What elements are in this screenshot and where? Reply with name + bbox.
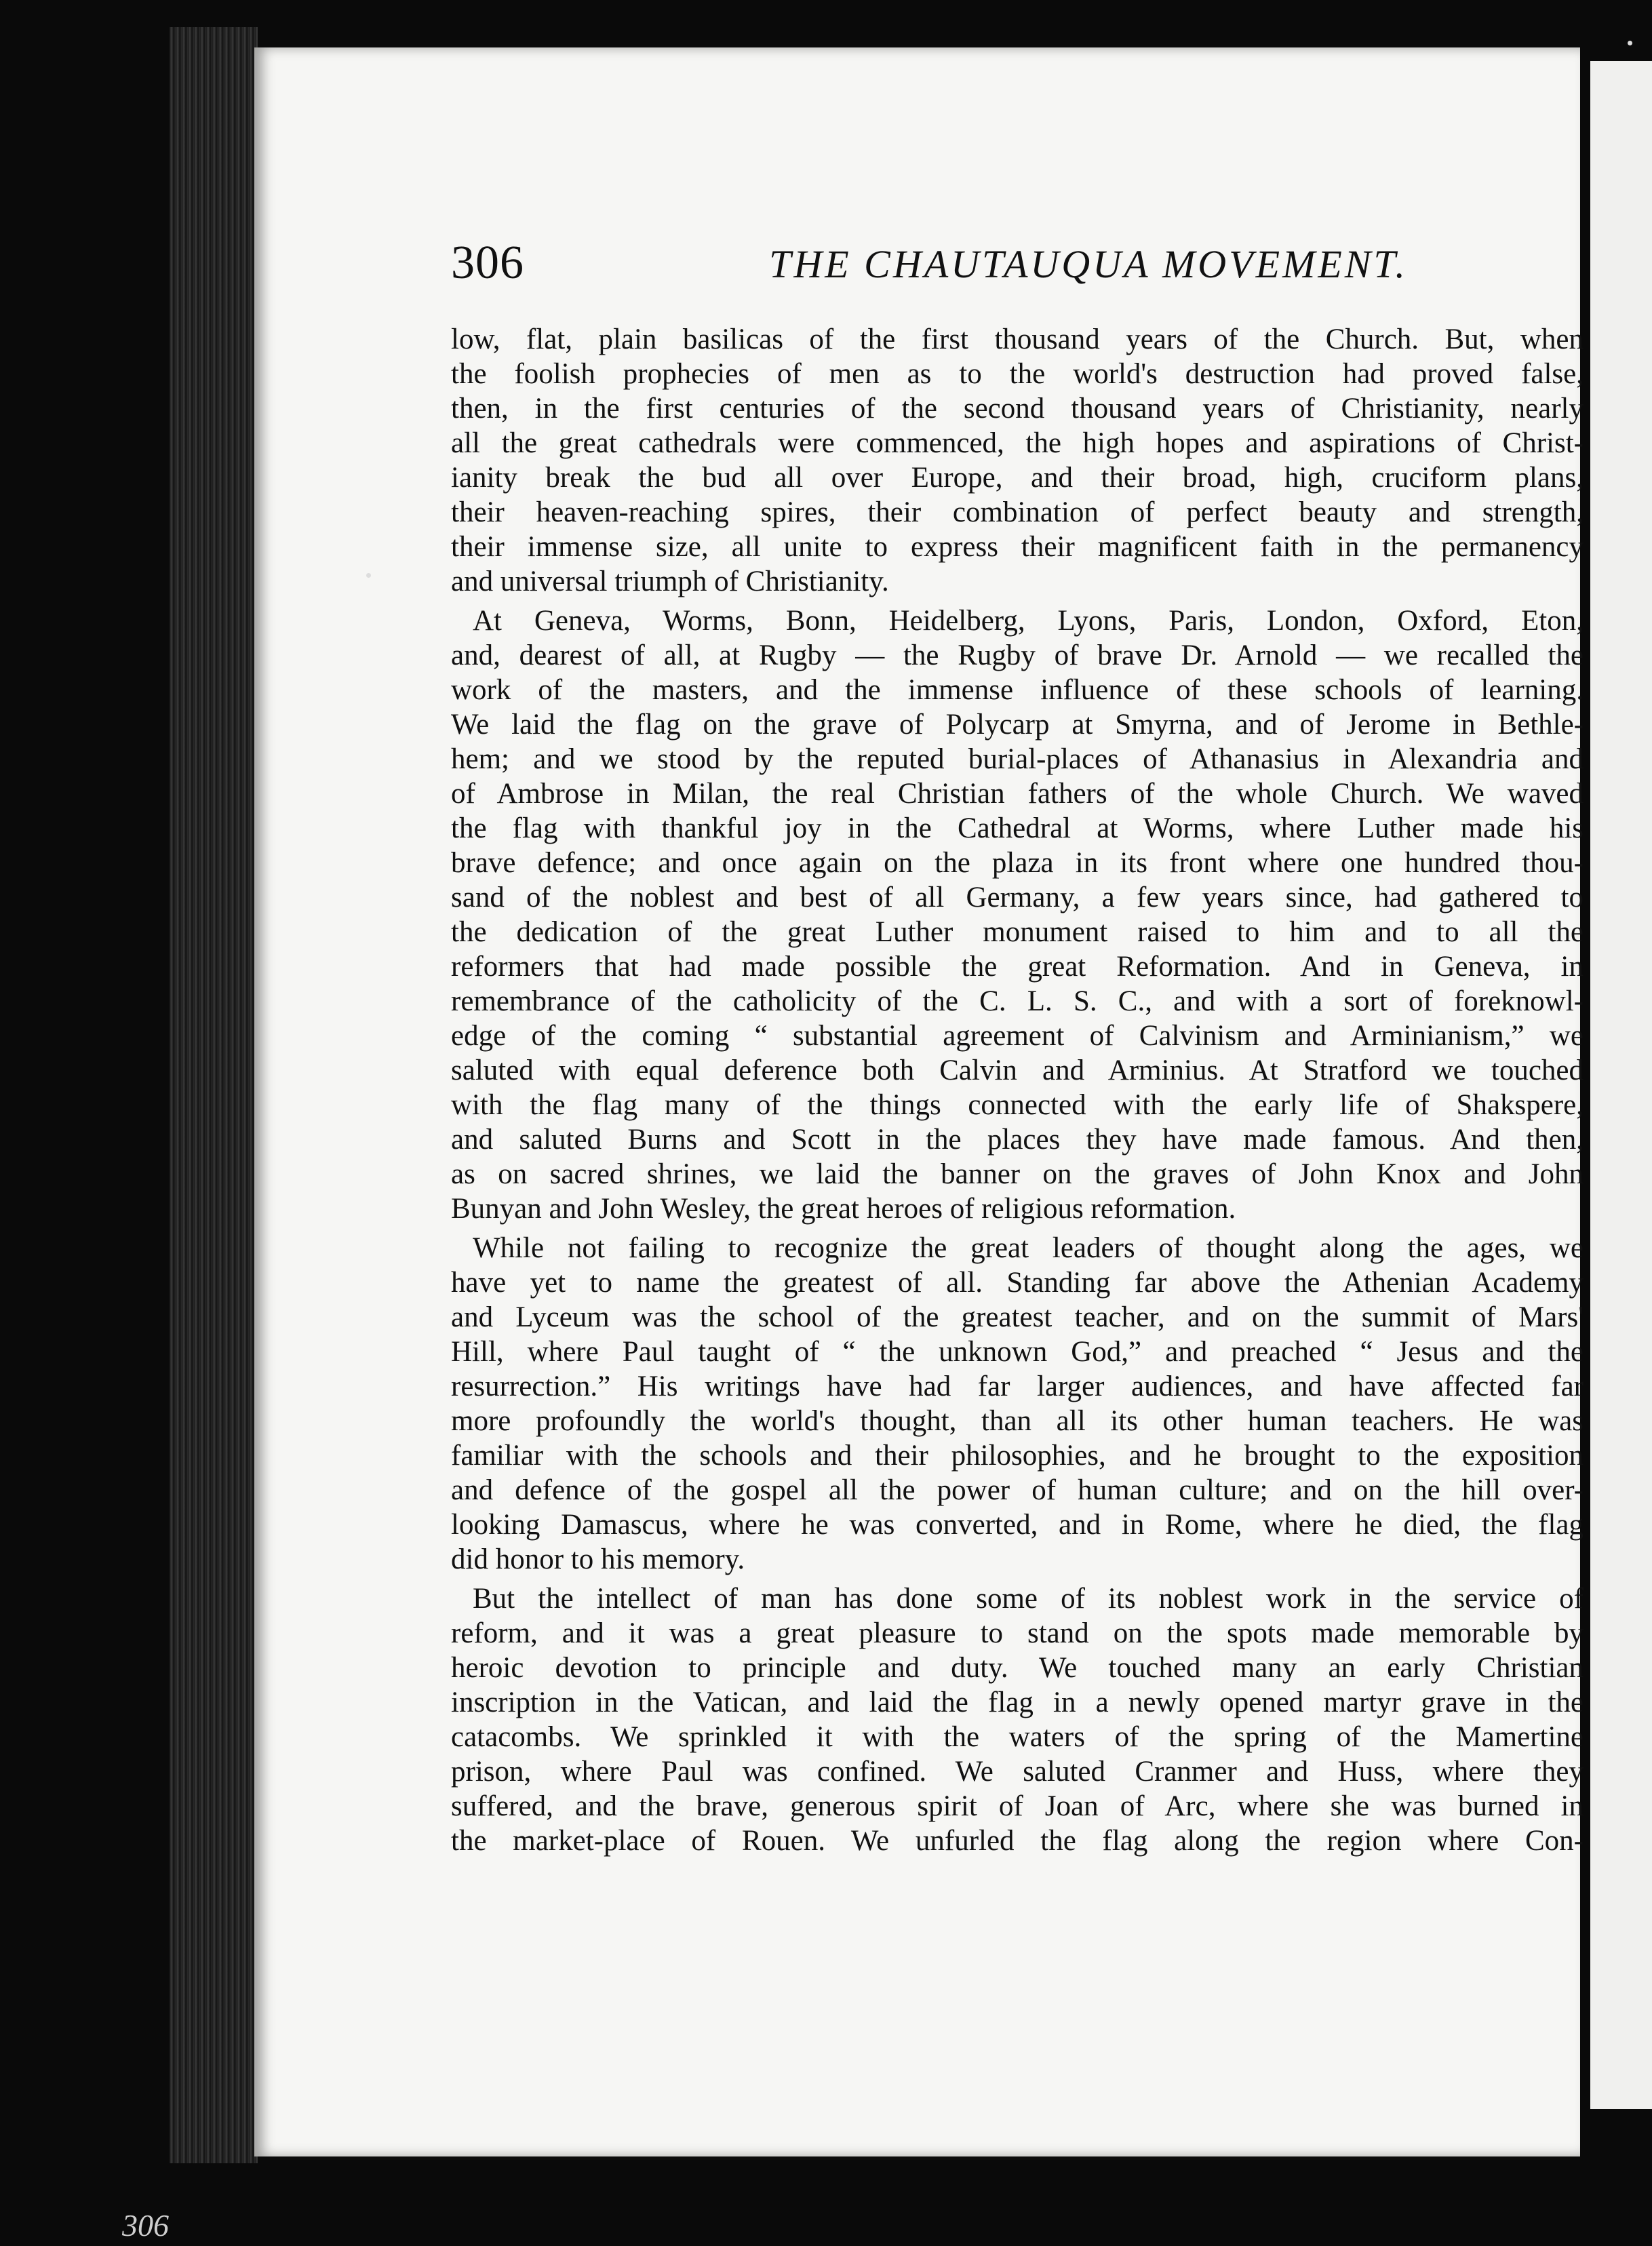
- text-line: then, in the first centuries of the second thousand years of Christianity, nearly: [451, 393, 1584, 425]
- text-line: reformers that had made possible the great Reformation. And in Geneva, in: [451, 951, 1584, 983]
- text-line: of Ambrose in Milan, the real Christian fathers of the whole Church. We waved: [451, 778, 1584, 810]
- text-line: and, dearest of all, at Rugby — the Rugby of brave Dr. Arnold — we recalled the: [451, 639, 1584, 671]
- body-text: [451, 322, 1584, 1858]
- text-line: have yet to name the greatest of all. Standing far above the Athenian Academy: [451, 1267, 1584, 1299]
- paragraph: [451, 604, 1584, 1226]
- text-line: heroic devotion to principle and duty. We touched many an early Christian: [451, 1652, 1584, 1684]
- text-line: looking Damascus, where he was converted, and in Rome, where he died, the flag: [451, 1509, 1584, 1541]
- text-line: sand of the noblest and best of all Germany, a few years since, had gathered to: [451, 882, 1584, 913]
- text-line: At Geneva, Worms, Bonn, Heidelberg, Lyons, Paris, London, Oxford, Eton,: [473, 605, 1584, 637]
- scan-speck: [1628, 41, 1632, 45]
- text-line: inscription in the Vatican, and laid the flag in a newly opened martyr grave in the: [451, 1687, 1584, 1718]
- paragraph: [451, 1581, 1584, 1858]
- text-line: their immense size, all unite to express their magnificent faith in the permanency: [451, 531, 1584, 563]
- text-line: edge of the coming “ substantial agreement of Calvinism and Arminianism,” we: [451, 1020, 1584, 1052]
- text-line: and saluted Burns and Scott in the places they have made famous. And then,: [451, 1124, 1584, 1156]
- text-line: ianity break the bud all over Europe, and their broad, high, cruciform plans,: [451, 462, 1584, 494]
- margin-mark: 306: [122, 2208, 169, 2243]
- text-line: work of the masters, and the immense influence of these schools of learning.: [451, 674, 1584, 706]
- text-line: Bunyan and John Wesley, the great heroes of religious reformation.: [451, 1193, 1236, 1225]
- text-line: and universal triumph of Christianity.: [451, 566, 889, 597]
- running-title: THE CHAUTAUQUA MOVEMENT.: [769, 242, 1408, 286]
- text-line: hem; and we stood by the reputed burial-places of Athanasius in Alexandria and: [451, 743, 1584, 775]
- text-line: Hill, where Paul taught of “ the unknown God,” and preached “ Jesus and the: [451, 1336, 1584, 1368]
- text-line: remembrance of the catholicity of the C. L. S. C., and with a sort of foreknowl-: [451, 985, 1584, 1017]
- text-line: While not failing to recognize the great leaders of thought along the ages, we: [473, 1232, 1584, 1264]
- text-line: reform, and it was a great pleasure to stand on the spots made memorable by: [451, 1617, 1584, 1649]
- text-line: familiar with the schools and their philosophies, and he brought to the exposition: [451, 1440, 1584, 1472]
- book-page: [254, 47, 1584, 2156]
- text-line: saluted with equal deference both Calvin and Arminius. At Stratford we touched: [451, 1055, 1584, 1086]
- text-line: resurrection.” His writings have had far larger audiences, and have affected far: [451, 1371, 1584, 1402]
- adjacent-page-edge: [1590, 61, 1652, 2109]
- book-page-edges: [170, 27, 258, 2163]
- text-line: the dedication of the great Luther monument raised to him and to all the: [451, 916, 1584, 948]
- text-line: the foolish prophecies of men as to the world's destruction had proved false,: [451, 358, 1584, 390]
- text-line: more profoundly the world's thought, than all its other human teachers. He was: [451, 1405, 1584, 1437]
- page-number: 306: [451, 237, 524, 289]
- text-line: the market-place of Rouen. We unfurled the flag along the region where Con-: [451, 1825, 1584, 1857]
- text-line: all the great cathedrals were commenced, the high hopes and aspirations of Christ-: [451, 427, 1584, 459]
- text-line: their heaven-reaching spires, their combination of perfect beauty and strength,: [451, 496, 1584, 528]
- text-line: with the flag many of the things connected with the early life of Shakspere,: [451, 1089, 1584, 1121]
- text-line: did honor to his memory.: [451, 1543, 745, 1575]
- scan-speck: [366, 573, 371, 578]
- text-line: suffered, and the brave, generous spirit of Joan of Arc, where she was burned in: [451, 1790, 1584, 1822]
- text-line: and Lyceum was the school of the greatest teacher, and on the summit of Mars': [451, 1301, 1584, 1333]
- text-line: brave defence; and once again on the plaza in its front where one hundred thou-: [451, 847, 1584, 879]
- text-line: the flag with thankful joy in the Cathedral at Worms, where Luther made his: [451, 812, 1584, 844]
- text-line: catacombs. We sprinkled it with the waters of the spring of the Mamertine: [451, 1721, 1584, 1753]
- text-line: But the intellect of man has done some of its noblest work in the service of: [473, 1583, 1584, 1615]
- text-line: as on sacred shrines, we laid the banner on the graves of John Knox and John: [451, 1158, 1584, 1190]
- text-line: We laid the flag on the grave of Polycarp at Smyrna, and of Jerome in Bethle-: [451, 709, 1584, 741]
- text-line: low, flat, plain basilicas of the first thousand years of the Church. But, when: [451, 323, 1584, 355]
- paragraph: [451, 1231, 1584, 1577]
- text-line: and defence of the gospel all the power of human culture; and on the hill over-: [451, 1474, 1584, 1506]
- text-line: prison, where Paul was confined. We saluted Cranmer and Huss, where they: [451, 1756, 1584, 1788]
- page-header: [451, 236, 1556, 300]
- paragraph: [451, 322, 1584, 599]
